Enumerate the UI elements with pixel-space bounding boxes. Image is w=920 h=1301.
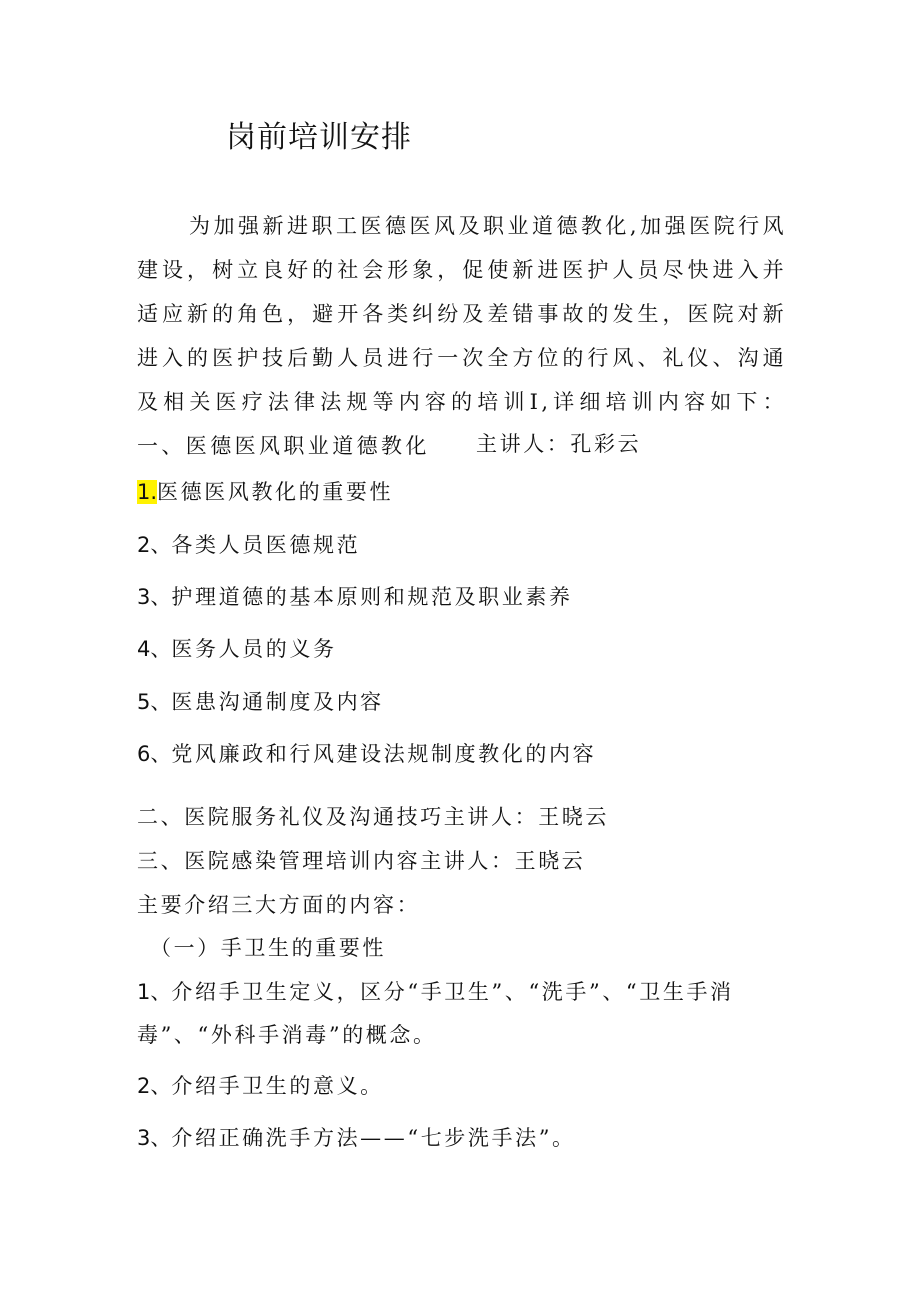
- intro-paragraph: 为加强新进职工医德医风及职业道德教化,加强医院行风建设，树立良好的社会形象，促使新进医护人员尽快进入并适应新的角色，避开各类纠纷及差错事故的发生，医院对新进入的医护技后勤人员进行一次全方位的行风、礼仪、沟通及相关医疗法律法规等内容的培训I,详细培训内容如下：一、医德医风职业道德教化: [137, 214, 787, 458]
- list-item-6: 6、党风廉政和行风建设法规制度教化的内容: [137, 742, 597, 766]
- subsection-heading: （一）手卫生的重要性: [150, 936, 386, 960]
- list-item-2: 2、各类人员医德规范: [137, 533, 361, 557]
- speaker-kong: 主讲人：孔彩云: [476, 432, 642, 456]
- hand-item-2: 2、介绍手卫生的意义。: [137, 1074, 384, 1098]
- list-item-5: 5、医患沟通制度及内容: [137, 690, 384, 714]
- list-item-3: 3、护理道德的基本原则和规范及职业素养: [137, 585, 573, 609]
- section-3-heading: 三、医院感染管理培训内容主讲人：王晓云: [137, 849, 586, 873]
- hand-item-3: 3、介绍正确洗手方法——“七步洗手法”。: [137, 1126, 576, 1150]
- list-item-1: 1.医德医风教化的重要性: [137, 480, 394, 504]
- main-intro: 主要介绍三大方面的内容：: [137, 893, 421, 917]
- list-item-4: 4、医务人员的义务: [137, 637, 337, 661]
- hand-item-1: 1、介绍手卫生定义，区分“手卫生”、“洗手”、“卫生手消: [137, 980, 734, 1004]
- hand-item-1-continued: 毒”、“外科手消毒”的概念。: [137, 1023, 437, 1047]
- list-number-highlighted: 1.: [137, 480, 158, 504]
- section-2-heading: 二、医院服务礼仪及沟通技巧主讲人：王晓云: [137, 805, 609, 829]
- document-title: 岗前培训安排: [226, 120, 412, 155]
